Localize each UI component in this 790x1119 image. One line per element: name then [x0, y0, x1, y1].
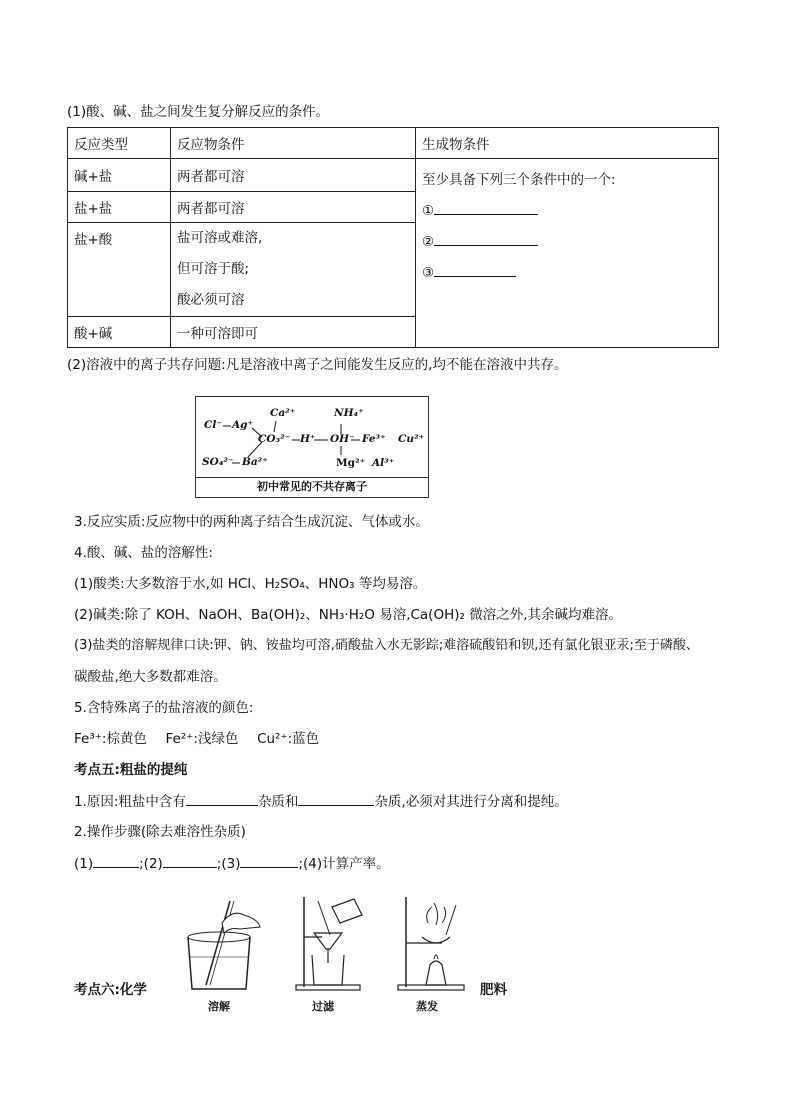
blank-field	[163, 853, 217, 868]
product-option-2: ②	[422, 227, 712, 258]
section2-title: (2)溶液中的离子共存问题:凡是溶液中离子之间能发生反应的,均不能在溶液中共存。	[67, 357, 568, 373]
product-option-3: ③	[422, 258, 712, 289]
text-segment: 1.原因:粗盐中含有	[74, 794, 186, 810]
ion-mg: Mg²⁺	[336, 457, 366, 469]
blank-field	[240, 853, 298, 868]
color-ion: Fe³⁺	[74, 731, 102, 747]
reactant-line: 酸必须可溶	[177, 292, 245, 308]
table-header-row	[68, 128, 719, 159]
ion-nh4: NH₄⁺	[334, 407, 364, 419]
ion-cu: Cu²⁺	[398, 433, 425, 445]
label-dissolve: 溶解	[208, 1000, 230, 1013]
paragraph-4-3-line2: 碳酸盐,绝大多数都难溶。	[74, 669, 227, 685]
paragraph-4-2: (2)碱类:除了 KOH、NaOH、Ba(OH)₂、NH₃·H₂O 易溶,Ca(OH)₂ 微溶之外,其余碱均难溶。	[74, 607, 622, 623]
paragraph-4-1: (1)酸类:大多数溶于水,如 HCl、H₂SO₄、HNO₃ 等均易溶。	[74, 576, 427, 592]
paragraph-3: 3.反应实质:反应物中的两种离子结合生成沉淀、气体或水。	[74, 514, 429, 530]
reaction-conditions-table	[67, 127, 719, 348]
table-row	[68, 159, 719, 192]
row-type: 盐+酸	[68, 223, 171, 317]
color-name: 浅绿色	[197, 731, 239, 747]
row-type: 碱+盐	[68, 159, 171, 192]
product-condition-cell	[416, 159, 719, 348]
color-name: 蓝色	[292, 731, 320, 747]
row-reactant: 两者都可溶	[171, 192, 416, 223]
filtration-illustration	[292, 893, 372, 993]
evaporation-illustration	[396, 893, 476, 993]
ion-cl: Cl⁻	[204, 419, 222, 431]
reactant-line: 盐可溶或难溶,	[177, 230, 263, 246]
kd6-title-part1: 考点六:化学	[74, 982, 147, 998]
ion-h: H⁺	[300, 433, 316, 445]
row-reactant: 两者都可溶	[171, 159, 416, 192]
dissolving-beaker-illustration	[180, 893, 270, 993]
row-type: 酸+碱	[68, 317, 171, 348]
ion-ba: Ba²⁺	[242, 456, 268, 468]
blank-field	[186, 791, 258, 806]
paragraph-4-3-line1: (3)盐类的溶解规律口诀:钾、钠、铵盐均可溶,硝酸盐入水无影踪;难溶硫酸铅和钡,还有氯化银亚汞;至于磷酸、	[74, 638, 699, 653]
ion-coexistence-diagram	[195, 396, 429, 498]
ion-ag: Ag⁺	[232, 419, 254, 431]
ion-fe: Fe³⁺	[362, 433, 386, 445]
color-ion: Cu²⁺	[257, 731, 288, 747]
text-segment: 杂质和	[257, 794, 299, 810]
ion-oh: OH⁻	[330, 433, 355, 445]
product-option-1: ①	[422, 196, 712, 227]
text-segment: ;(3)	[216, 856, 241, 872]
kd5-paragraph-2: 2.操作步骤(除去难溶性杂质)	[74, 824, 246, 840]
text-segment: ;(2)	[139, 856, 163, 872]
ion-diagram-caption: 初中常见的不共存离子	[257, 480, 367, 493]
reactant-line: 但可溶于酸;	[177, 261, 250, 277]
label-filter: 过滤	[312, 1000, 334, 1013]
text-segment: (1)	[74, 856, 94, 872]
header-reactant-condition: 反应物条件	[171, 128, 416, 159]
ion-color-list: Fe³⁺:棕黄色 Fe²⁺:浅绿色 Cu²⁺:蓝色	[74, 731, 320, 747]
row-reactant	[171, 223, 416, 317]
ion-ca: Ca²⁺	[270, 407, 296, 419]
paragraph-5: 5.含特殊离子的盐溶液的颜色:	[74, 700, 254, 716]
paragraph-4: 4.酸、碱、盐的溶解性:	[74, 545, 213, 561]
header-product-condition: 生成物条件	[416, 128, 719, 159]
text-segment: 杂质,必须对其进行分离和提纯。	[374, 794, 568, 810]
blank-field	[298, 791, 374, 806]
ion-so4: SO₄²⁻	[202, 456, 234, 468]
row-reactant: 一种可溶即可	[171, 317, 416, 348]
product-intro: 至少具备下列三个条件中的一个:	[422, 172, 616, 188]
blank-field	[93, 853, 139, 868]
row-type: 盐+盐	[68, 192, 171, 223]
color-ion: Fe²⁺	[165, 731, 194, 747]
kd6-title-part2: 肥料	[480, 982, 507, 998]
ion-al: Al³⁺	[372, 457, 395, 469]
kd5-title: 考点五:粗盐的提纯	[74, 762, 188, 778]
color-name: 棕黄色	[106, 731, 147, 747]
kd5-paragraph-1	[74, 791, 568, 811]
section1-title: (1)酸、碱、盐之间发生复分解反应的条件。	[67, 104, 330, 120]
text-segment: ;(4)计算产率。	[298, 856, 390, 872]
label-evaporate: 蒸发	[416, 1000, 438, 1013]
header-reaction-type: 反应类型	[68, 128, 171, 159]
ion-co3: CO₃²⁻	[258, 433, 291, 445]
kd5-paragraph-3	[74, 853, 390, 873]
